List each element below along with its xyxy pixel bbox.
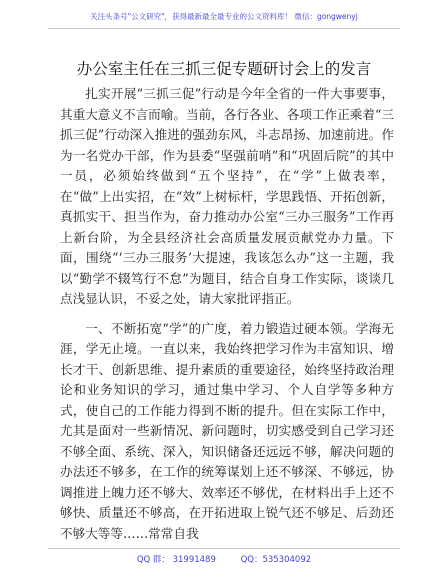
footer-qq-contact: QQ：535304092	[240, 555, 312, 565]
document-body	[60, 84, 394, 544]
header-divider	[48, 28, 400, 29]
footer-divider	[48, 548, 400, 549]
page-footer	[0, 554, 448, 566]
page-header-promo: 关注头条号"公文研究"，获得最新最全最专业的公文资料库！ 微信：gongwenyj	[90, 12, 358, 21]
paragraph-section-one: 一、不断拓宽“学”的广度，着力锻造过硬本领。学海无涯，学无止境。一直以来，我始终把学习作为丰富知识、增长才干、创新思维、提升素质的重要途径，始终坚持政治理论和业务知识的学习，通过集中学习、个人自学等多种方式，使自己的工作能力得到不断的提升。但在实际工作中，尤其是面对一些新情况、新问题时，切实感受到自己学习还不够全面、系统、深入，知识储备还远远不够，解决问题的办法还不够多，在工作的统筹谋划上还不够深、不够远，协调推进上魄力还不够大、效率还不够优，在材料出手上还不够快、质量还不够高，在开拓进取上锐气还不够足、后劲还不够大等等……常常自我	[60, 320, 394, 541]
paragraph-intro: 扎实开展“三抓三促”行动是今年全省的一件大事要事，其重大意义不言而喻。当前，各行各业、各项工作正乘着“三抓三促”行动深入推进的强劲东风，斗志昂扬、加速前进。作为一名党办干部，作为县委“坚强前哨”和“巩固后院”的其中一员，必须始终做到“五个坚持”，在“学”上做表率，在“做”上出实招，在“效”上树标杆，学思践悟、开拓创新，真抓实干、担当作为，奋力推动办公室“三办三服务”工作再上新台阶，为全县经济社会高质量发展贡献党办力量。下面，围绕“‘三办三服务’大提速，我该怎么办”这一主题，我以“勤学不辍笃行不怠”为题目，结合自身工作实际，谈谈几点浅显认识，不妥之处，请大家批评指正。	[60, 86, 394, 306]
document-title: 办公室主任在三抓三促专题研讨会上的发言	[76, 60, 372, 78]
footer-qq-group: QQ 群： 31991489	[136, 555, 216, 565]
